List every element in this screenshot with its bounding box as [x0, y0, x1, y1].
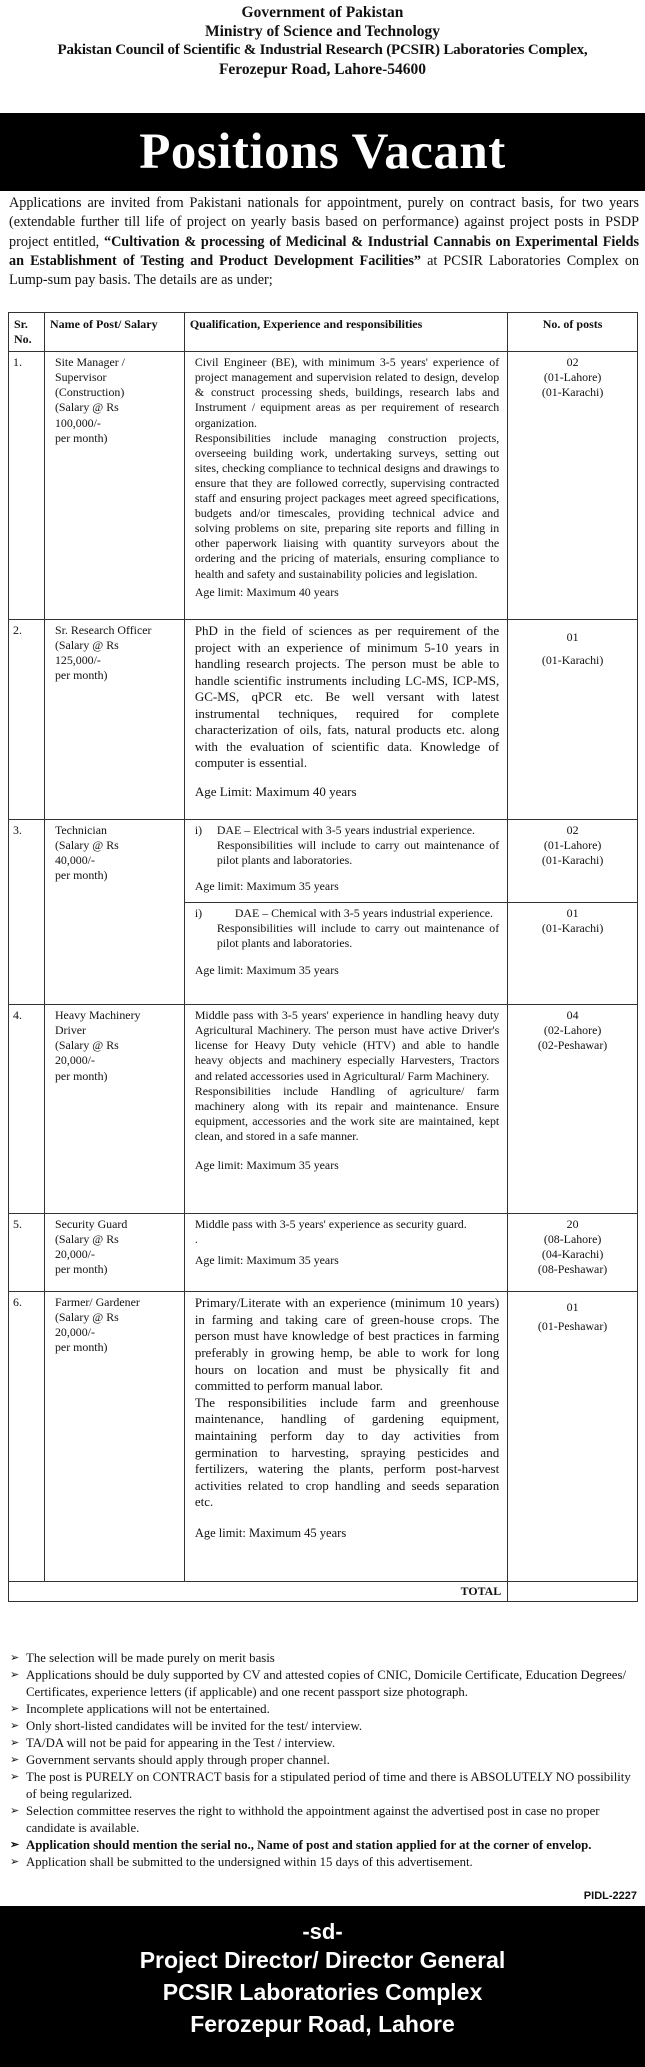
intro-part2: at PCSIR Laboratories Complex on Lump-sum pay basis. The details are as under; — [9, 252, 640, 289]
responsibilities-text: Responsibilities will include to carry out maintenance of pilot plants and laboratories. — [216, 921, 500, 951]
intro-project-title: “Cultivation & processing of Medicinal & Industrial Cannabis on Experimental Fields an Establishment of Testing and Product Development Facilities” — [9, 233, 639, 269]
qualification-text: PhD in the field of sciences as per requirement of the project with an experience of minimum 5-10 years in handling research projects. The person must be able to handle scientific instruments including LC-MS, ICP-MS, GC-MS, qPCR etc. Be well versant with latest instrumental techniques, required for complete characterization of oils, fats, natural products etc. along with the evaluation of scientific data. Knowledge of computer is essential. — [194, 623, 500, 771]
signatory-title: Project Director/ Director General — [139, 1947, 506, 1973]
header-no-of-posts: No. of posts — [508, 313, 638, 352]
post-title: Technician — [54, 823, 107, 838]
row-post — [44, 1292, 184, 1582]
row-post — [44, 820, 184, 1005]
posts-station: (01-Karachi) — [541, 385, 604, 400]
table-row — [9, 1214, 638, 1292]
row-posts — [508, 352, 638, 620]
list-item: ➢ Government servants should apply through proper channel. — [10, 1753, 330, 1767]
header-organization: Pakistan Council of Scientific & Industrial Research (PCSIR) Laboratories Complex, — [57, 42, 588, 58]
intro-paragraph — [9, 194, 639, 290]
age-limit: Age limit: Maximum 35 years — [194, 1158, 339, 1173]
row-posts — [508, 1214, 638, 1292]
list-item: ➢ Selection committee reserves the right to withhold the appointment against the advertised post in case no proper candidate is available. — [10, 1804, 600, 1835]
salary-amount: 20,000/- — [54, 1247, 95, 1262]
salary-amount: 20,000/- — [54, 1053, 95, 1068]
signatory-address: Ferozepur Road, Lahore — [190, 2011, 455, 2037]
posts-count: 01 — [566, 906, 579, 921]
salary-prefix: (Salary @ Rs — [54, 1232, 119, 1247]
row-qualification — [184, 620, 507, 820]
table-header-row — [9, 313, 638, 352]
header-sr-no: Sr. No. — [9, 313, 45, 352]
post-title: Farmer/ Gardener — [54, 1295, 140, 1310]
posts-station: (04-Karachi) — [541, 1247, 604, 1262]
qualification-text: Middle pass with 3-5 years' experience as security guard. — [194, 1217, 467, 1232]
salary-prefix: (Salary @ Rs — [54, 1310, 119, 1325]
posts-count: 01 — [566, 1300, 579, 1315]
list-item: ➢ The selection will be made purely on merit basis — [10, 1651, 275, 1665]
salary-suffix: per month) — [54, 1340, 108, 1355]
age-limit: Age limit: Maximum 35 years — [194, 1253, 339, 1268]
posts-station: (01-Karachi) — [541, 853, 604, 868]
salary-amount: 100,000/- — [54, 415, 101, 430]
salary-amount: 40,000/- — [54, 853, 95, 868]
row-post — [44, 1214, 184, 1292]
posts-count: 02 — [566, 355, 579, 370]
salary-prefix: (Salary @ Rs — [54, 638, 119, 653]
signed-mark: -sd- — [302, 1919, 343, 1944]
row-posts — [508, 903, 638, 1005]
salary-suffix: per month) — [54, 430, 108, 445]
positions-table — [8, 312, 638, 1602]
header-qualification: Qualification, Experience and responsibilities — [184, 313, 507, 352]
qualification-text: DAE – Chemical with 3-5 years industrial experience. — [234, 906, 494, 921]
list-item: ➢ Incomplete applications will not be entertained. — [10, 1702, 270, 1716]
row-posts — [508, 620, 638, 820]
sub-qualification — [195, 823, 499, 838]
salary-amount: 20,000/- — [54, 1325, 95, 1340]
list-item: ➢ Only short-listed candidates will be invited for the test/ interview. — [10, 1719, 363, 1733]
posts-station: (02-Lahore) — [543, 1023, 602, 1038]
responsibilities-text: Responsibilities will include to carry out maintenance of pilot plants and laboratories. — [216, 838, 500, 868]
row-sr: 3. — [9, 820, 45, 1005]
posts-count: 04 — [566, 1008, 579, 1023]
row-qualification — [184, 820, 507, 903]
sub-marker: i) — [194, 906, 203, 921]
age-limit: Age limit: Maximum 40 years — [194, 584, 339, 599]
age-limit: Age Limit: Maximum 40 years — [194, 783, 357, 799]
header-ministry: Ministry of Science and Technology — [204, 23, 441, 40]
row-qualification — [184, 903, 507, 1005]
letterhead — [0, 0, 645, 112]
posts-station: (01-Karachi) — [541, 921, 604, 936]
row-sr: 5. — [9, 1214, 45, 1292]
arrow-bullet-icon: ➢ — [10, 1856, 20, 1868]
row-posts — [508, 1292, 638, 1582]
instructions-list — [8, 1650, 638, 1871]
row-posts — [508, 1005, 638, 1214]
age-limit: Age limit: Maximum 35 years — [194, 879, 339, 894]
table-row — [9, 620, 638, 820]
salary-suffix: per month) — [54, 1262, 108, 1277]
posts-count: 02 — [566, 823, 579, 838]
header-post-name: Name of Post/ Salary — [44, 313, 184, 352]
qualification-text: Civil Engineer (BE), with minimum 3-5 years' experience of project management and supervision related to design, develop & construct processing sheds, buildings, research labs and Instrument / equipment areas as per requirement of research organization. — [194, 355, 500, 430]
qualification-text: Primary/Literate with an experience (minimum 10 years) in farming and taking care of green-house crops. The person must have knowledge of best practices in farming preferably in growing hemp, be able to work for long hours on location and must be physically fit and committed to perform manual labor. — [194, 1295, 500, 1394]
row-sr: 6. — [9, 1292, 45, 1582]
arrow-bullet-icon: ➢ — [10, 1771, 20, 1783]
row-qualification — [184, 1005, 507, 1214]
posts-station: (01-Lahore) — [543, 838, 602, 853]
responsibilities-text: Responsibilities include managing construction projects, overseeing building work, undertaking surveys, setting out sites, checking compliance to technical designs and drawings to ensure that they are followed correctly, supervising contracted staff and ensuring project packages meet agreed specifications, budgets and/or timescales, providing technical advice and solving problems on site, preparing site reports and filling in other paperwork liaising with quantity surveyors about the ordering and the pricing of materials, ensuring compliance to health and safety and sustainability policies and legislation. — [194, 430, 500, 581]
posts-station: (08-Peshawar) — [537, 1262, 608, 1277]
salary-suffix: per month) — [54, 1068, 108, 1083]
posts-station: (08-Lahore) — [543, 1232, 602, 1247]
salary-prefix: (Salary @ Rs — [54, 1038, 119, 1053]
total-value — [508, 1582, 638, 1602]
salary-suffix: per month) — [54, 668, 108, 683]
arrow-bullet-icon: ➢ — [10, 1805, 20, 1817]
qualification-text: DAE – Electrical with 3-5 years industrial experience. — [216, 823, 476, 838]
list-item: ➢ Application shall be submitted to the undersigned within 15 days of this advertisement. — [10, 1855, 473, 1869]
row-post — [44, 1005, 184, 1214]
age-limit: Age limit: Maximum 45 years — [194, 1525, 347, 1540]
row-sr: 2. — [9, 620, 45, 820]
age-limit: Age limit: Maximum 35 years — [194, 963, 339, 978]
arrow-bullet-icon: ➢ — [10, 1703, 20, 1715]
list-item: ➢ The post is PURELY on CONTRACT basis for a stipulated period of time and there is ABSOLUTELY NO possibility of being regularized. — [10, 1770, 631, 1801]
sub-marker: i) — [194, 823, 203, 838]
posts-station: (01-Karachi) — [541, 653, 604, 668]
posts-station: (01-Lahore) — [543, 370, 602, 385]
arrow-bullet-icon: ➢ — [10, 1737, 20, 1749]
list-item: ➢ Application should mention the serial no., Name of post and station applied for at the corner of envelop. — [10, 1838, 592, 1852]
posts-count: 20 — [566, 1217, 579, 1232]
arrow-bullet-icon: ➢ — [10, 1669, 20, 1681]
table-row — [9, 1292, 638, 1582]
posts-station: (02-Peshawar) — [537, 1038, 608, 1053]
pidl-code: PIDL-2227 — [583, 1890, 637, 1902]
arrow-bullet-icon: ➢ — [10, 1652, 20, 1664]
total-label: TOTAL — [9, 1582, 508, 1602]
stray-dot: . — [194, 1232, 198, 1247]
arrow-bullet-icon: ➢ — [10, 1839, 20, 1851]
post-title: Heavy Machinery Driver — [54, 1008, 141, 1038]
header-address: Ferozepur Road, Lahore-54600 — [218, 61, 427, 78]
row-qualification — [184, 352, 507, 620]
sub-qualification — [195, 906, 499, 921]
post-title: Site Manager / Supervisor (Construction) — [54, 355, 125, 400]
row-post — [44, 352, 184, 620]
table-row — [9, 820, 638, 903]
table-row — [9, 352, 638, 620]
row-posts — [508, 820, 638, 903]
total-row — [9, 1582, 638, 1602]
list-item: ➢ TA/DA will not be paid for appearing in the Test / interview. — [10, 1736, 336, 1750]
intro-part1: Applications are invited from Pakistani nationals for appointment, purely on contract basis, for two years (extendable further till life of project on yearly basis based on performance) against project posts in PSDP project entitled, — [9, 195, 639, 250]
signature-block — [0, 1906, 645, 2067]
arrow-bullet-icon: ➢ — [10, 1754, 20, 1766]
header-government: Government of Pakistan — [241, 4, 404, 21]
salary-prefix: (Salary @ Rs — [54, 838, 119, 853]
signatory-organization: PCSIR Laboratories Complex — [162, 1979, 483, 2005]
table-row — [9, 1005, 638, 1214]
salary-amount: 125,000/- — [54, 653, 101, 668]
posts-count: 01 — [566, 630, 579, 645]
row-sr: 1. — [9, 352, 45, 620]
posts-station: (01-Peshawar) — [537, 1319, 608, 1334]
responsibilities-text: Responsibilities include Handling of agriculture/ farm machinery along with its repair and maintenance. Ensure equipment, accessories and the work site are maintained, kept clean, and stored in a safe manner. — [194, 1083, 500, 1143]
salary-suffix: per month) — [54, 868, 108, 883]
post-title: Security Guard — [54, 1217, 128, 1232]
salary-prefix: (Salary @ Rs — [54, 400, 119, 415]
post-title: Sr. Research Officer — [54, 623, 152, 638]
arrow-bullet-icon: ➢ — [10, 1720, 20, 1732]
positions-vacant-banner: Positions Vacant — [0, 113, 645, 191]
row-qualification — [184, 1214, 507, 1292]
list-item: ➢ Applications should be duly supported by CV and attested copies of CNIC, Domicile Certificate, Education Degrees/ Certificates, experience letters (if applicable) and one recent passport size photograph. — [10, 1668, 627, 1699]
qualification-text: Middle pass with 3-5 years' experience in handling heavy duty Agricultural Machinery. The person must have active Driver's license for Heavy Duty vehicle (HTV) and able to handle heavy objects and machinery especially Harvesters, Tractors and related accessories used in Agricultural/ Farm Machinery. — [194, 1008, 500, 1083]
row-sr: 4. — [9, 1005, 45, 1214]
row-post — [44, 620, 184, 820]
responsibilities-text: The responsibilities include farm and greenhouse maintenance, handling of gardening equipment, maintaining perform day to day activities from germination to harvesting, spraying pesticides and fertilizers, watering the plants, perform post-harvest activities related to crop handling and seeds separation etc. — [194, 1394, 500, 1510]
row-qualification — [184, 1292, 507, 1582]
